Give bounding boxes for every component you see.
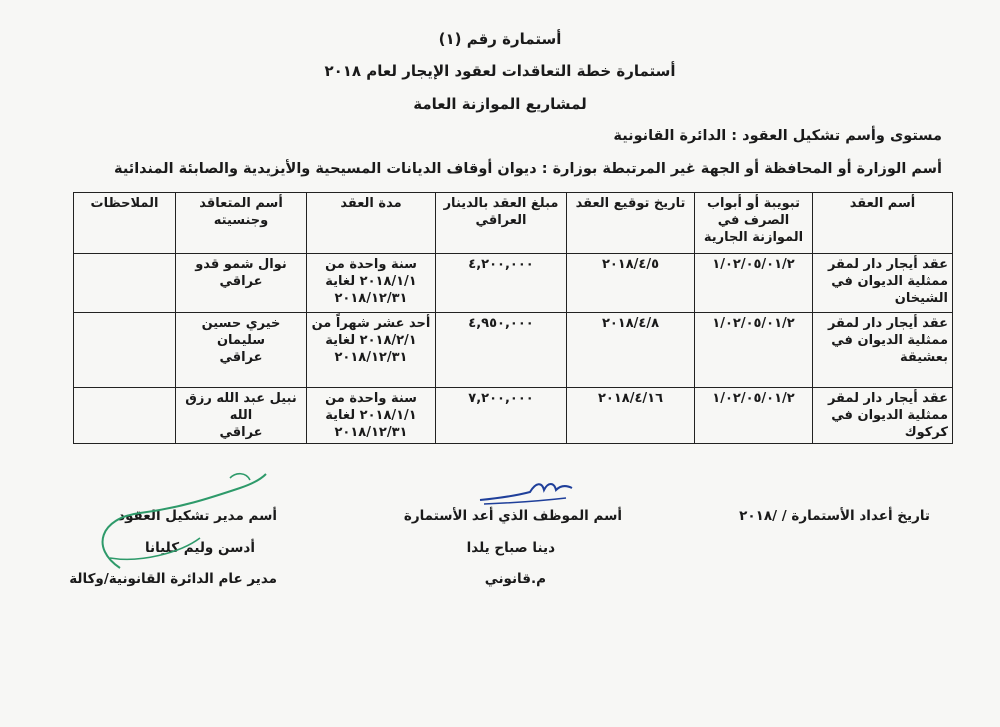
- amount-cell: ٤,٢٠٠,٠٠٠: [436, 254, 567, 313]
- duration-line: أحد عشر شهراً من: [311, 316, 431, 331]
- table-header-row: [74, 193, 953, 254]
- chapter-cell: ١/٠٢/٠٥/٠١/٢: [695, 388, 813, 444]
- contractor-cell: [176, 313, 307, 388]
- contractor-cell: [176, 254, 307, 313]
- duration-line: سنة واحدة من: [325, 391, 417, 406]
- contractor-name: خيري حسين سليمان: [201, 316, 281, 348]
- duration-line: ٢٠١٨/١/١ لغاية: [325, 274, 417, 289]
- manager-signature: [80, 468, 280, 588]
- duration-cell: [307, 313, 436, 388]
- employee-role: م.قانوني: [484, 571, 546, 587]
- table-row: [74, 388, 953, 444]
- amount-cell: ٧,٢٠٠,٠٠٠: [436, 388, 567, 444]
- duration-line: ٢٠١٨/١٢/٣١: [334, 291, 408, 306]
- column-header: مدة العقد: [307, 193, 436, 254]
- contractor-cell: [176, 388, 307, 444]
- employee-signature: [470, 470, 580, 510]
- employee-name: دينا صباح يلدا: [466, 540, 555, 556]
- duration-line: ٢٠١٨/١٢/٣١: [334, 425, 408, 440]
- table-row: [74, 313, 953, 388]
- column-header: تاريخ توقيع العقد: [567, 193, 695, 254]
- column-header: تبويبة أو أبواب الصرف في الموازنة الجارية: [695, 193, 813, 254]
- duration-cell: [307, 254, 436, 313]
- duration-line: سنة واحدة من: [325, 257, 417, 272]
- column-header: مبلغ العقد بالدينار العراقي: [436, 193, 567, 254]
- employee-title: أسم الموظف الذي أعد الأستمارة: [403, 508, 622, 524]
- chapter-cell: ١/٠٢/٠٥/٠١/٢: [695, 254, 813, 313]
- column-header: أسم العقد: [813, 193, 953, 254]
- duration-line: ٢٠١٨/٢/١ لغاية: [325, 333, 417, 348]
- budget-line: لمشاريع الموازنة العامة: [413, 95, 587, 113]
- notes-cell: [74, 254, 176, 313]
- date-cell: ٢٠١٨/٤/٥: [567, 254, 695, 313]
- form-number: أستمارة رقم (١): [438, 30, 562, 48]
- chapter-cell: ١/٠٢/٠٥/٠١/٢: [695, 313, 813, 388]
- amount-cell: ٤,٩٥٠,٠٠٠: [436, 313, 567, 388]
- plan-title: أستمارة خطة التعاقدات لعقود الإيجار لعام ٢٠١٨: [324, 62, 676, 80]
- level-line: مستوى وأسم تشكيل العقود : الدائرة القانونية: [613, 128, 942, 144]
- ministry-line: أسم الوزارة أو المحافظة أو الجهة غير المرتبطة بوزارة : ديوان أوقاف الديانات المسيحية والأيزيدية والصابئة المندائية: [114, 161, 942, 177]
- duration-cell: [307, 388, 436, 444]
- contractor-nationality: عراقي: [219, 425, 263, 440]
- column-header: أسم المتعاقد وجنسيته: [176, 193, 307, 254]
- contractor-name: نوال شمو قدو: [195, 257, 287, 272]
- column-header: الملاحظات: [74, 193, 176, 254]
- form-date-line: تاريخ أعداد الأستمارة / /٢٠١٨: [739, 508, 930, 524]
- notes-cell: [74, 388, 176, 444]
- contract-name-cell: عقد أيجار دار لمقر ممثلية الديوان في الشيخان: [813, 254, 953, 313]
- manager-title: أسم مدير تشكيل العقود: [118, 508, 277, 524]
- notes-cell: [74, 313, 176, 388]
- duration-line: ٢٠١٨/١/١ لغاية: [325, 408, 417, 423]
- contractor-nationality: عراقي: [219, 350, 263, 365]
- date-cell: ٢٠١٨/٤/٨: [567, 313, 695, 388]
- contract-name-cell: عقد أيجار دار لمقر ممثلية الديوان في كركوك: [813, 388, 953, 444]
- contractor-nationality: عراقي: [219, 274, 263, 289]
- duration-line: ٢٠١٨/١٢/٣١: [334, 350, 408, 365]
- contract-name-cell: عقد أيجار دار لمقر ممثلية الديوان في بعشيقة: [813, 313, 953, 388]
- table-row: [74, 254, 953, 313]
- contracts-table: [73, 192, 953, 444]
- manager-name: أدسن وليم كليانا: [144, 540, 255, 556]
- manager-role: مدير عام الدائرة القانونية/وكالة: [69, 571, 277, 587]
- contractor-name: نبيل عبد الله رزق الله: [185, 391, 297, 423]
- date-cell: ٢٠١٨/٤/١٦: [567, 388, 695, 444]
